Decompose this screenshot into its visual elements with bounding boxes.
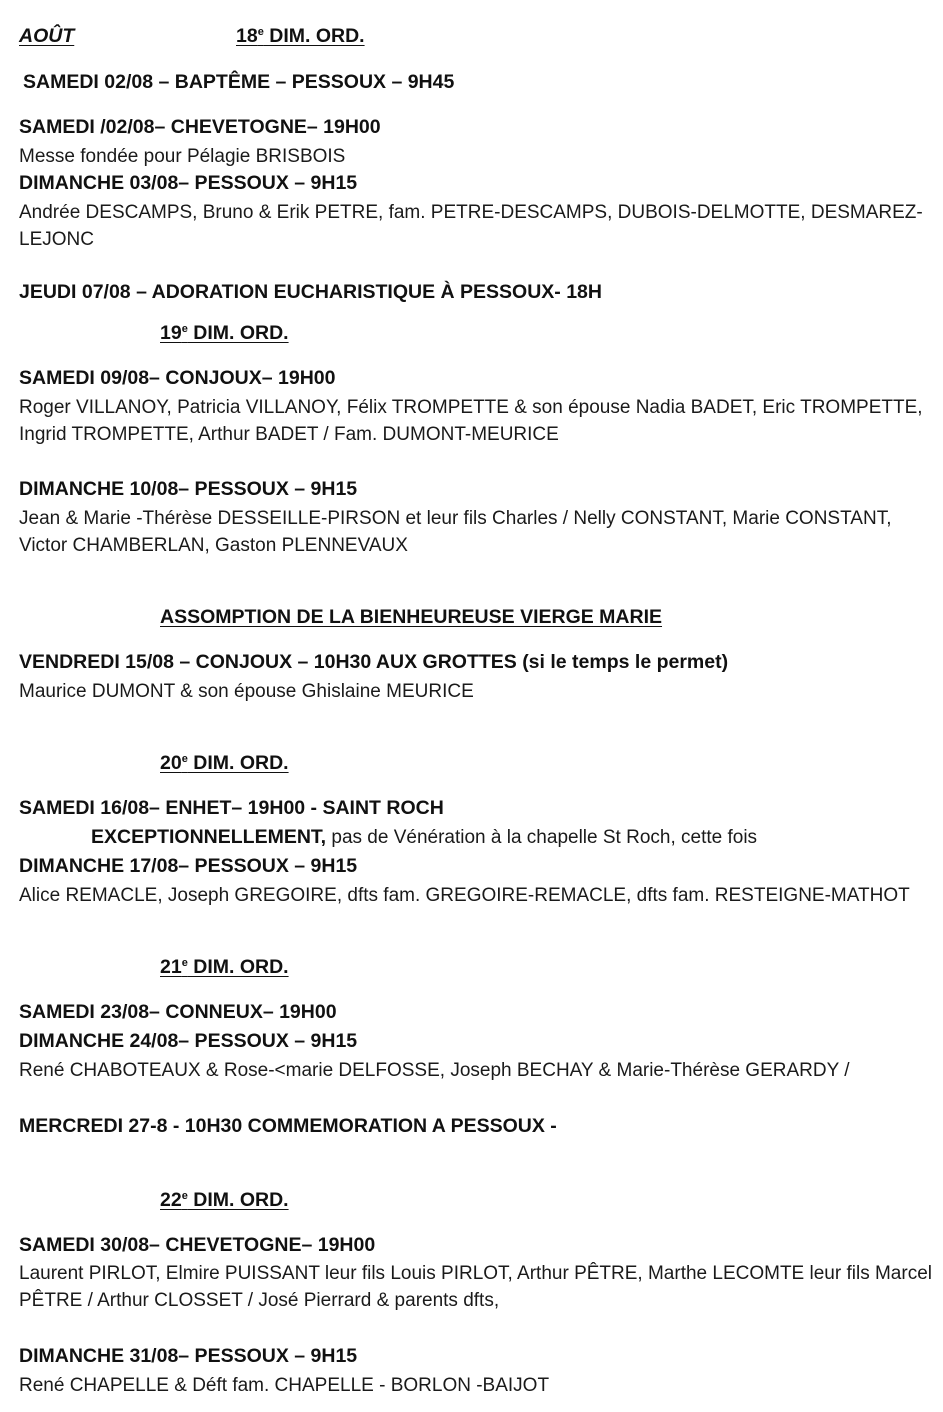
sunday-heading-20: 20e DIM. ORD. [160, 752, 289, 774]
intention-vendredi-15-08: Maurice DUMONT & son épouse Ghislaine MEURICE [19, 681, 474, 702]
intention-chevetogne-02-08: Messe fondée pour Pélagie BRISBOIS [19, 146, 346, 167]
event-pessoux-31-08: DIMANCHE 31/08– PESSOUX – 9H15 [19, 1345, 358, 1367]
sunday-heading-22: 22e DIM. ORD. [160, 1189, 289, 1211]
intention-chevetogne-30-08-line1: Laurent PIRLOT, Elmire PUISSANT leur fils Louis PIRLOT, Arthur PÊTRE, Marthe LECOMTE leur fils Marcel [19, 1263, 932, 1284]
intention-pessoux-10-08-line2: Victor CHAMBERLAN, Gaston PLENNEVAUX [19, 535, 408, 556]
intention-pessoux-03-08-line2: LEJONC [19, 229, 94, 250]
event-pessoux-03-08: DIMANCHE 03/08– PESSOUX – 9H15 [19, 172, 358, 194]
event-vendredi-15-08: VENDREDI 15/08 – CONJOUX – 10H30 AUX GROTTES (si le temps le permet) [19, 651, 729, 673]
event-commemoration: MERCREDI 27-8 - 10H30 COMMEMORATION A PESSOUX - [19, 1115, 557, 1137]
intention-chevetogne-30-08-line2: PÊTRE / Arthur CLOSSET / José Pierrard & parents dfts, [19, 1290, 500, 1311]
intention-pessoux-24-08: René CHABOTEAUX & Rose-<marie DELFOSSE, Joseph BECHAY & Marie-Thérèse GERARDY / [19, 1060, 850, 1081]
event-pessoux-10-08: DIMANCHE 10/08– PESSOUX – 9H15 [19, 478, 358, 500]
intention-pessoux-10-08-line1: Jean & Marie -Thérèse DESSEILLE-PIRSON et leur fils Charles / Nelly CONSTANT, Marie CONSTANT, [19, 508, 892, 529]
event-chevetogne-30-08: SAMEDI 30/08– CHEVETOGNE– 19H00 [19, 1234, 376, 1256]
event-chevetogne-02-08: SAMEDI /02/08– CHEVETOGNE– 19H00 [19, 116, 381, 138]
sunday-heading-18: 18e DIM. ORD. [236, 25, 365, 47]
intention-conjoux-09-08-line2: Ingrid TROMPETTE, Arthur BADET / Fam. DUMONT-MEURICE [19, 424, 559, 445]
event-enhet-16-08: SAMEDI 16/08– ENHET– 19H00 - SAINT ROCH [19, 797, 444, 819]
sunday-heading-19: 19e DIM. ORD. [160, 322, 289, 344]
event-pessoux-24-08: DIMANCHE 24/08– PESSOUX – 9H15 [19, 1030, 358, 1052]
sunday-heading-21: 21e DIM. ORD. [160, 956, 289, 978]
intention-pessoux-03-08-line1: Andrée DESCAMPS, Bruno & Erik PETRE, fam. PETRE-DESCAMPS, DUBOIS-DELMOTTE, DESMAREZ- [19, 202, 923, 223]
event-conneux-23-08: SAMEDI 23/08– CONNEUX– 19H00 [19, 1001, 337, 1023]
event-pessoux-17-08: DIMANCHE 17/08– PESSOUX – 9H15 [19, 855, 358, 877]
intention-pessoux-17-08: Alice REMACLE, Joseph GREGOIRE, dfts fam. GREGOIRE-REMACLE, dfts fam. RESTEIGNE-MATHOT [19, 885, 910, 906]
event-adoration: JEUDI 07/08 – ADORATION EUCHARISTIQUE À PESSOUX- 18H [19, 281, 602, 303]
event-bapteme: SAMEDI 02/08 – BAPTÊME – PESSOUX – 9H45 [23, 71, 455, 93]
month-title: AOÛT [19, 25, 75, 47]
intention-pessoux-31-08: René CHAPELLE & Déft fam. CHAPELLE - BORLON -BAIJOT [19, 1375, 550, 1396]
assomption-heading: ASSOMPTION DE LA BIENHEUREUSE VIERGE MARIE [160, 606, 663, 628]
note-exceptionnellement: EXCEPTIONNELLEMENT, pas de Vénération à la chapelle St Roch, cette fois [91, 826, 758, 848]
intention-conjoux-09-08-line1: Roger VILLANOY, Patricia VILLANOY, Félix TROMPETTE & son épouse Nadia BADET, Eric TROMPETTE, [19, 397, 923, 418]
event-conjoux-09-08: SAMEDI 09/08– CONJOUX– 19H00 [19, 367, 336, 389]
